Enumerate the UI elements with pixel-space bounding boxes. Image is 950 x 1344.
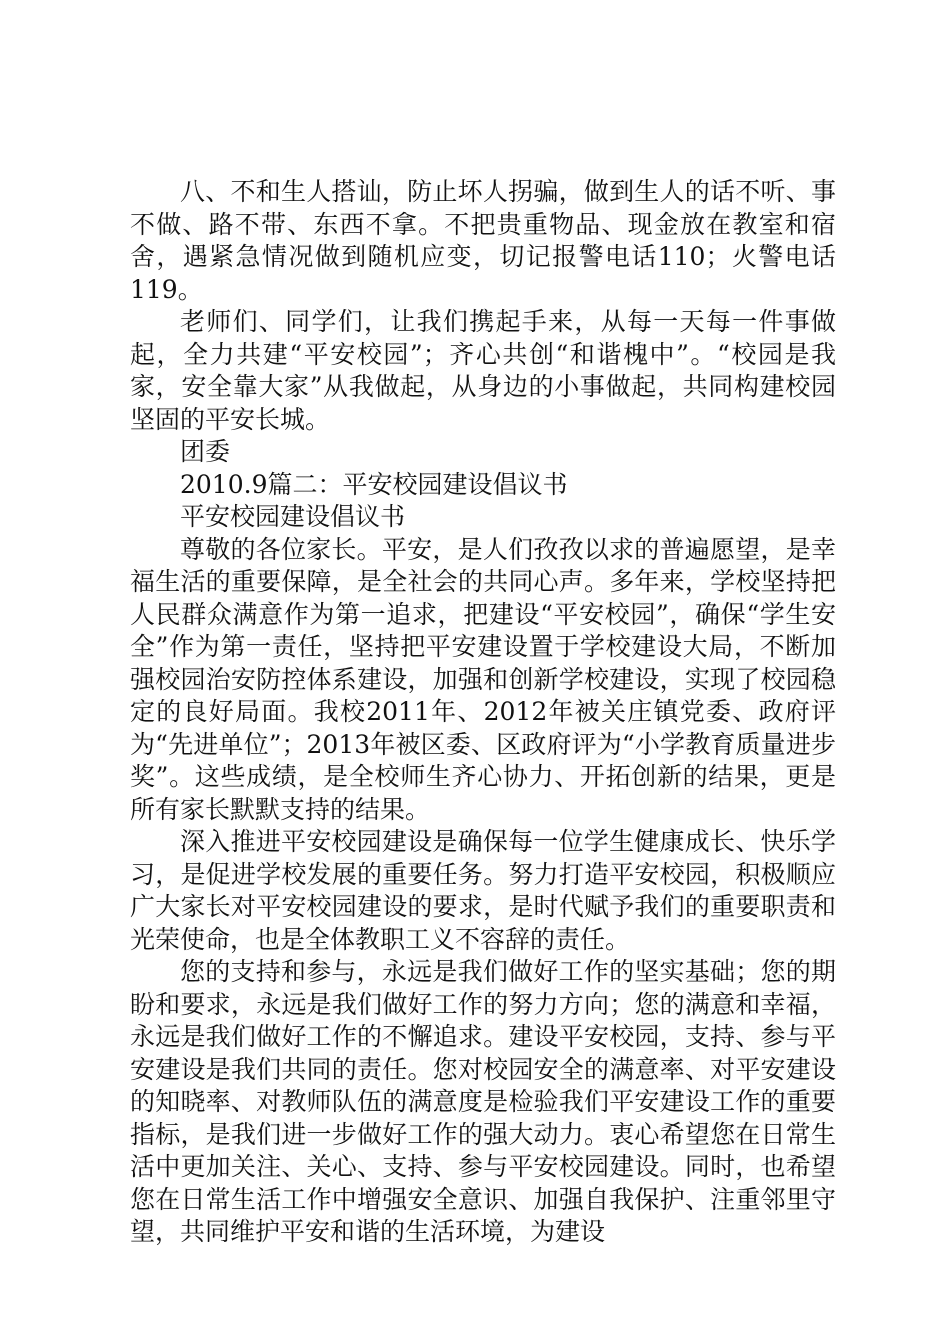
proposal-title: 平安校园建设倡议书: [180, 502, 406, 531]
document-body: [130, 176, 836, 1249]
paragraph-greeting-and-achievements: 尊敬的各位家长。平安，是人们孜孜以求的普遍愿望，是幸福生活的重要保障，是全社会的共同心声。多年来，学校坚持把人民群众满意作为第一追求，把建设“平安校园”，确保“学生安全”作为第一责任，坚持把平安建设置于学校建设大局，不断加强校园治安防控体系建设，加强和创新学校建设，实现了校园稳定的良好局面。我校2011年、2012年被关庄镇党委、政府评为“先进单位”；2013年被区委、区政府评为“小学教育质量进步奖”。这些成绩，是全校师生齐心协力、开拓创新的结果，更是所有家长默默支持的结果。: [130, 534, 836, 824]
paragraph-importance: 深入推进平安校园建设是确保每一位学生健康成长、快乐学习，是促进学校发展的重要任务。努力打造平安校园，积极顺应广大家长对平安校园建设的要求，是时代赋予我们的重要职责和光荣使命，也是全体教职工义不容辞的责任。: [130, 827, 836, 954]
paragraph-safety-rule-eight: 八、不和生人搭讪，防止坏人拐骗，做到生人的话不听、事不做、路不带、东西不拿。不把贵重物品、现金放在教室和宿舍，遇紧急情况做到随机应变，切记报警电话110；火警电话119。: [130, 177, 836, 304]
paragraph-parent-support: 您的支持和参与，永远是我们做好工作的坚实基础；您的期盼和要求，永远是我们做好工作的努力方向；您的满意和幸福，永远是我们做好工作的不懈追求。建设平安校园，支持、参与平安建设是我们共同的责任。您对校园安全的满意率、对平安建设的知晓率、对教师队伍的满意度是检验我们平安建设工作的重要指标，是我们进一步做好工作的强大动力。衷心希望您在日常生活中更加关注、关心、支持、参与平安校园建设。同时，也希望您在日常生活工作中增强安全意识、加强自我保护、注重邻里守望，共同维护平安和谐的生活环境，为建设: [130, 957, 836, 1246]
paragraph-call-to-action: 老师们、同学们，让我们携起手来，从每一天每一件事做起，全力共建“平安校园”；齐心共创“和谐槐中”。“校园是我家，安全靠大家”从我做起，从身边的小事做起，共同构建校园坚固的平安长城。: [130, 307, 836, 434]
date-and-section-heading: 2010.9篇二：平安校园建设倡议书: [180, 469, 568, 499]
signature-organization: 团委: [180, 437, 231, 466]
